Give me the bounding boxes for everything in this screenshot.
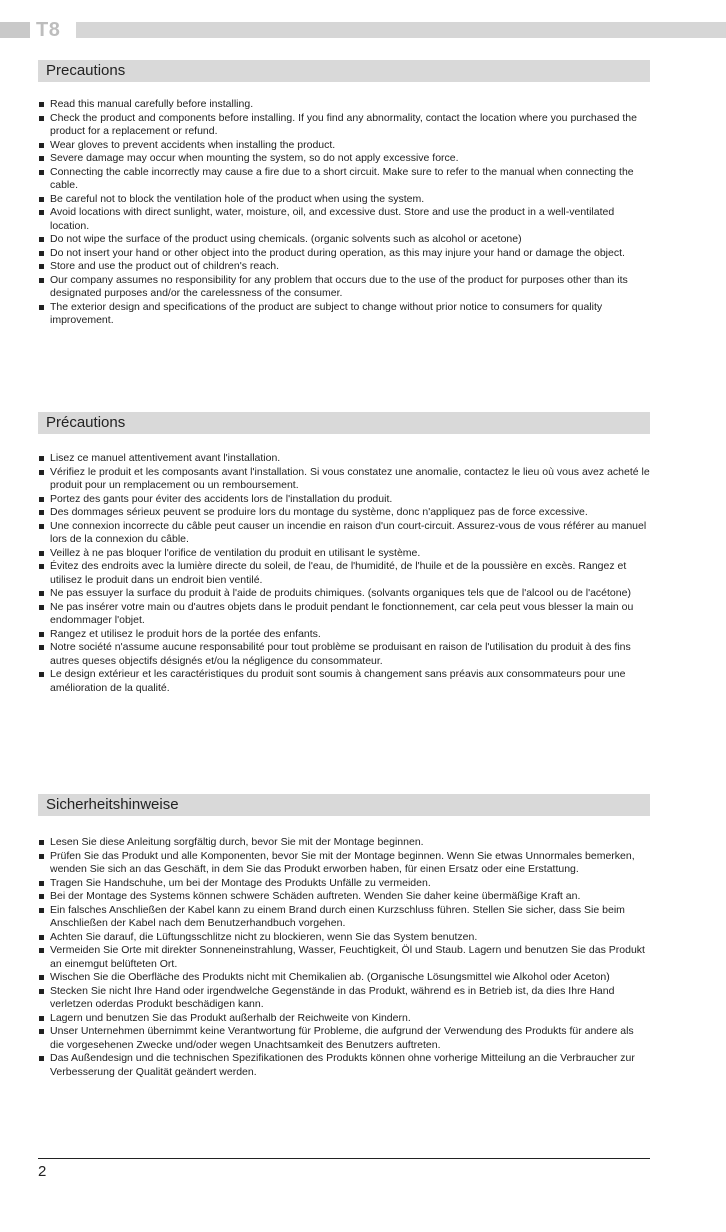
list-item: Veillez à ne pas bloquer l'orifice de ventilation du produit en utilisant le système.: [38, 547, 650, 561]
list-item: The exterior design and specifications of the product are subject to change without prior notice to consumers for quality improvement.: [38, 301, 650, 328]
list-item: Achten Sie darauf, die Lüftungsschlitze nicht zu blockieren, wenn Sie das System benutzen.: [38, 931, 650, 945]
list-item: Our company assumes no responsibility for any problem that occurs due to the use of the product for purposes other than its designated purposes and/or the carelessness of the consumer.: [38, 274, 650, 301]
list-item: Vérifiez le produit et les composants avant l'installation. Si vous constatez une anomalie, contactez le lieu où vous avez acheté le produit pour un remplacement ou un remboursement.: [38, 466, 650, 493]
list-item: Be careful not to block the ventilation hole of the product when using the system.: [38, 193, 650, 207]
list-item: Ne pas essuyer la surface du produit à l'aide de produits chimiques. (solvants organiques tels que de l'alcool ou de l'acétone): [38, 587, 650, 601]
section-title: Précautions: [38, 412, 650, 434]
top-header-bar: [0, 19, 726, 41]
precaution-list: [38, 98, 650, 328]
list-item: Portez des gants pour éviter des accidents lors de l'installation du produit.: [38, 493, 650, 507]
list-item: Une connexion incorrecte du câble peut causer un incendie en raison d'un court-circuit. Assurez-vous de vous référer au manuel lors de la connexion du câble.: [38, 520, 650, 547]
section-precautions-en: [38, 60, 650, 328]
list-item: Des dommages sérieux peuvent se produire lors du montage du système, donc n'appliquez pas de force excessive.: [38, 506, 650, 520]
section-precautions-de: [38, 794, 650, 1079]
list-item: Notre société n'assume aucune responsabilité pour tout problème se produisant en raison de l'utilisation du produit à des fins autres queses objectifs désignés et/ou la négligence du consommateur.: [38, 641, 650, 668]
list-item: Read this manual carefully before installing.: [38, 98, 650, 112]
header-bar-right-segment: [76, 22, 726, 38]
list-item: Lisez ce manuel attentivement avant l'installation.: [38, 452, 650, 466]
list-item: Avoid locations with direct sunlight, water, moisture, oil, and excessive dust. Store and use the product in a well-ventilated location.: [38, 206, 650, 233]
list-item: Das Außendesign und die technischen Spezifikationen des Produkts können ohne vorherige Mitteilung an die Verbraucher zur Verbesserung der Qualität geändert werden.: [38, 1052, 650, 1079]
list-item: Do not insert your hand or other object into the product during operation, as this may injure your hand or damage the object.: [38, 247, 650, 261]
list-item: Lesen Sie diese Anleitung sorgfältig durch, bevor Sie mit der Montage beginnen.: [38, 836, 650, 850]
list-item: Connecting the cable incorrectly may cause a fire due to a short circuit. Make sure to refer to the manual when connecting the cable.: [38, 166, 650, 193]
list-item: Ein falsches Anschließen der Kabel kann zu einem Brand durch einen Kurzschluss führen. Stellen Sie sicher, dass Sie beim Anschließen der Kabel nach dem Benutzerhandbuch vorgehen.: [38, 904, 650, 931]
list-item: Évitez des endroits avec la lumière directe du soleil, de l'eau, de l'humidité, de l'huile et de la poussière en excès. Rangez et utilisez le produit dans un endroit bien ventilé.: [38, 560, 650, 587]
list-item: Stecken Sie nicht Ihre Hand oder irgendwelche Gegenstände in das Produkt, während es in Betrieb ist, da dies Ihre Hand verletzen oderdas Produkt beschädigen kann.: [38, 985, 650, 1012]
list-item: Severe damage may occur when mounting the system, so do not apply excessive force.: [38, 152, 650, 166]
list-item: Unser Unternehmen übernimmt keine Verantwortung für Probleme, die aufgrund der Verwendung des Produkts für andere als die vorgesehenen Zwecke und/oder wegen Unachtsamkeit des Benutzers auftreten.: [38, 1025, 650, 1052]
list-item: Rangez et utilisez le produit hors de la portée des enfants.: [38, 628, 650, 642]
list-item: Tragen Sie Handschuhe, um bei der Montage des Produkts Unfälle zu vermeiden.: [38, 877, 650, 891]
section-title: Sicherheitshinweise: [38, 794, 650, 816]
header-bar-left-segment: [0, 22, 30, 38]
list-item: Wear gloves to prevent accidents when installing the product.: [38, 139, 650, 153]
list-item: Wischen Sie die Oberfläche des Produkts nicht mit Chemikalien ab. (Organische Lösungsmittel wie Alkohol oder Aceton): [38, 971, 650, 985]
list-item: Le design extérieur et les caractéristiques du produit sont soumis à changement sans préavis aux consommateurs pour une amélioration de la qualité.: [38, 668, 650, 695]
precaution-list: [38, 452, 650, 695]
list-item: Store and use the product out of children's reach.: [38, 260, 650, 274]
list-item: Prüfen Sie das Produkt und alle Komponenten, bevor Sie mit der Montage beginnen. Wenn Sie etwas Unnormales bemerken, wenden Sie sich an das Geschäft, in dem Sie das Produkt erworben haben, für einen Ersatz oder eine Erstattung.: [38, 850, 650, 877]
list-item: Lagern und benutzen Sie das Produkt außerhalb der Reichweite von Kindern.: [38, 1012, 650, 1026]
section-precautions-fr: [38, 412, 650, 695]
list-item: Bei der Montage des Systems können schwere Schäden auftreten. Wenden Sie daher keine übermäßige Kraft an.: [38, 890, 650, 904]
section-title: Precautions: [38, 60, 650, 82]
list-item: Check the product and components before installing. If you find any abnormality, contact the location where you purchased the product for a replacement or refund.: [38, 112, 650, 139]
page-number: 2: [38, 1163, 47, 1180]
list-item: Do not wipe the surface of the product using chemicals. (organic solvents such as alcohol or acetone): [38, 233, 650, 247]
list-item: Vermeiden Sie Orte mit direkter Sonneneinstrahlung, Wasser, Feuchtigkeit, Öl und Staub. Lagern und benutzen Sie das Produkt an einemgut belüfteten Ort.: [38, 944, 650, 971]
precaution-list: [38, 836, 650, 1079]
footer-divider: [38, 1158, 650, 1159]
list-item: Ne pas insérer votre main ou d'autres objets dans le produit pendant le fonctionnement, car cela peut vous blesser la main ou endommager l'objet.: [38, 601, 650, 628]
model-label: T8: [36, 19, 61, 41]
